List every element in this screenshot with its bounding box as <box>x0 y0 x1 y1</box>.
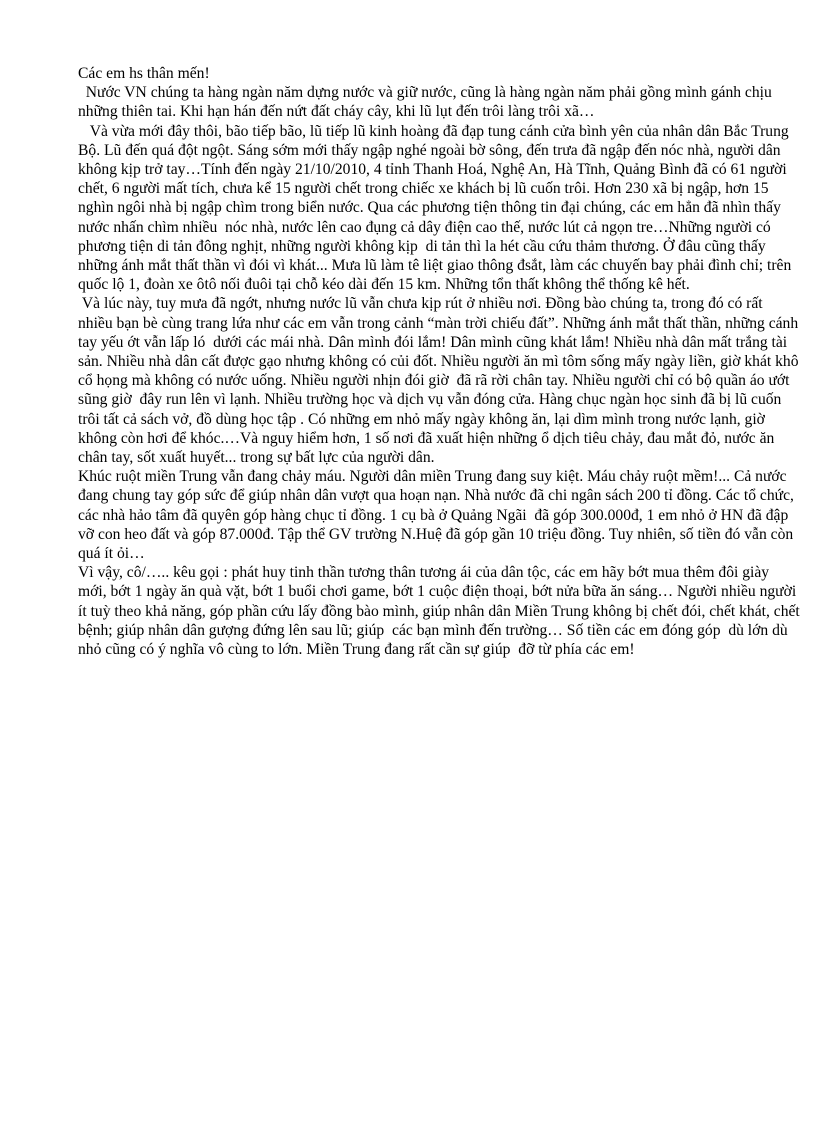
paragraph-current-situation: Và lúc này, tuy mưa đã ngớt, nhưng nước lũ vẫn chưa kịp rút ở nhiều nơi. Đồng bào chúng ta, trong đó có rất nhiều bạn bè cùng trang lứa như các em vẫn trong cảnh “màn trời chiếu đất”. Những ánh mắt thất thần, những cánh tay yếu ớt vẫn lấp ló dưới các mái nhà. Dân mình đói lắm! Dân mình cũng khát lắm! Nhiều nhà dân mất trắng tài sản. Nhiều nhà dân cất được gạo nhưng không có củi đốt. Nhiều người ăn mì tôm sống mấy ngày liền, giờ khát khô cổ họng mà không có nước uống. Nhiều người nhịn đói giờ đã rã rời chân tay. Nhiều người chỉ có bộ quần áo ướt sũng giờ đây run lên vì lạnh. Nhiều trường học và dịch vụ vẫn đóng cửa. Hàng chục ngàn học sinh đã bị lũ cuốn trôi tất cả sách vở, đồ dùng học tập . Có những em nhỏ mấy ngày không ăn, lại dìm mình trong nước lạnh, giờ không còn hơi để khóc.…Và nguy hiểm hơn, 1 số nơi đã xuất hiện những ổ dịch tiêu chảy, đau mắt đỏ, nước ăn chân tay, sốt xuất huyết... trong sự bất lực của người dân. <box>78 295 803 467</box>
paragraph-flood-damage: Và vừa mới đây thôi, bão tiếp bão, lũ tiếp lũ kinh hoàng đã đạp tung cánh cửa bình yên của nhân dân Bắc Trung Bộ. Lũ đến quá đột ngột. Sáng sớm mới thấy ngập nghé ngoài bờ sông, đến trưa đã ngập đến nóc nhà, người dân không kịp trở tay…Tính đến ngày 21/10/2010, 4 tỉnh Thanh Hoá, Nghệ An, Hà Tĩnh, Quảng Bình đã có 61 người chết, 6 người mất tích, chưa kể 15 người chết trong chiếc xe khách bị lũ cuốn trôi. Hơn 230 xã bị ngập, hơn 15 nghìn ngôi nhà bị ngập chìm trong biển nước. Qua các phương tiện thông tin đại chúng, các em hẳn đã nhìn thấy nước nhấn chìm nhiều nóc nhà, nước lên cao đụng cả dây điện cao thế, nước lút cả ngọn tre…Những người có phương tiện di tản đông nghịt, những người không kịp di tản thì la hét cầu cứu thảm thương. Ở đâu cũng thấy những ánh mắt thất thần vì đói vì khát... Mưa lũ làm tê liệt giao thông đsắt, làm các chuyến bay phải đình chỉ; trên quốc lộ 1, đoàn xe ôtô nối đuôi tại chỗ kéo dài đến 15 km. Những tổn thất không thể thống kê hết. <box>78 122 796 294</box>
paragraph-intro: Nước VN chúng ta hàng ngàn năm dựng nước và giữ nước, cũng là hàng ngàn năm phải gồng mình gánh chịu những thiên tai. Khi hạn hán đến nứt đất cháy cây, khi lũ lụt đến trôi làng trôi xã… <box>78 84 776 121</box>
paragraph-support: Khúc ruột miền Trung vẫn đang chảy máu. Người dân miền Trung đang suy kiệt. Máu chảy ruột mềm!... Cả nước đang chung tay góp sức để giúp nhân dân vượt qua hoạn nạn. Nhà nước đã chi ngân sách 200 tỉ đồng. Các tổ chức, các nhà hảo tâm đã quyên góp hàng chục tỉ đồng. 1 cụ bà ở Quảng Ngãi đã góp 300.000đ, 1 em nhỏ ở HN đã đập vỡ con heo đất và góp 87.000đ. Tập thể GV trường N.Huệ đã góp gần 10 triệu đồng. Tuy nhiên, số tiền đó vẫn còn quá ít ỏi… <box>78 468 798 563</box>
paragraph-appeal: Vì vậy, cô/….. kêu gọi : phát huy tinh thần tương thân tương ái của dân tộc, các em hãy bớt mua thêm đôi giày mới, bớt 1 ngày ăn quà vặt, bớt 1 buổi chơi game, bớt 1 cuộc điện thoại, bớt nửa bữa ăn sáng… Người nhiều người ít tuỳ theo khả năng, góp phần cứu lấy đồng bào mình, giúp nhân dân Miền Trung không bị chết đói, chết khát, chết bệnh; giúp nhân dân gượng đứng lên sau lũ; giúp các bạn mình đến trường… Số tiền các em đóng góp dù lớn dù nhỏ cũng có ý nghĩa vô cùng to lớn. Miền Trung đang rất cần sự giúp đỡ từ phía các em! <box>78 564 804 659</box>
letter-greeting: Các em hs thân mến! <box>78 65 210 82</box>
letter-body <box>78 64 804 659</box>
